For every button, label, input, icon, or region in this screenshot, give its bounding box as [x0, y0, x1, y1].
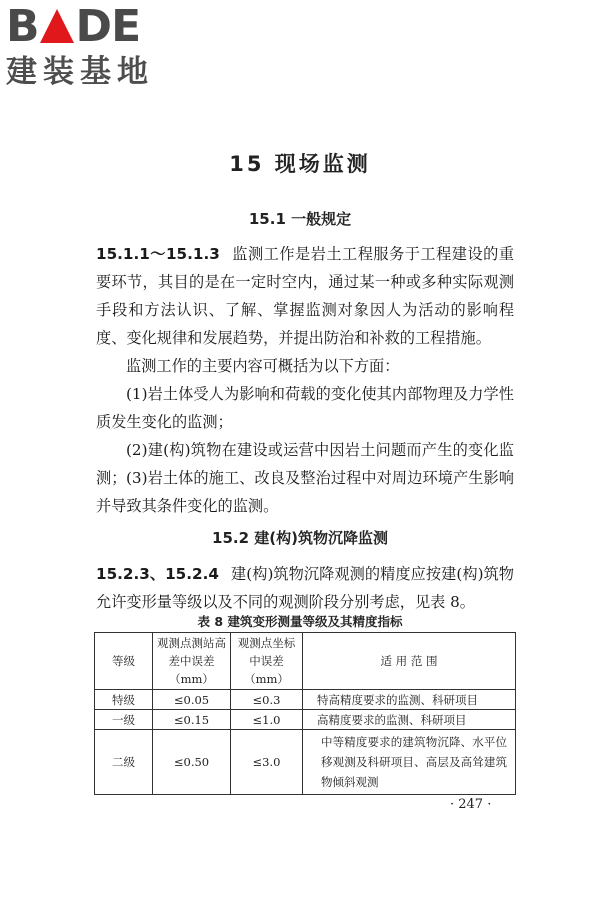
header-scope: 适 用 范 围 [303, 633, 516, 690]
paragraph-item-1: (1)岩土体受人为影响和荷载的变化使其内部物理及力学性质发生变化的监测； [96, 385, 514, 431]
precision-table [94, 632, 516, 795]
section-title-15-2: 15.2 建(构)筑物沉降监测 [212, 529, 388, 547]
logo-letter-e: E [111, 1, 141, 52]
paragraph-text: 监测工作是岩土工程服务于工程建设的重要环节，其目的是在一定时空内，通过某一种或多种实际观测手段和方法认识、了解、掌握监测对象因人为活动的影响程度、变化规律和发展趋势，并提出防治和补救的工程措施。 [96, 245, 515, 347]
cell-height-error: ≤0.15 [153, 710, 231, 730]
table-caption: 表 8 建筑变形测量等级及其精度指标 [197, 614, 403, 629]
logo-triangle-a-icon [40, 9, 74, 43]
clause-number: 15.2.3、15.2.4 [96, 565, 219, 583]
table-row [95, 710, 516, 730]
header-coordinate-error: 观测点坐标中误差（mm） [231, 633, 303, 690]
table-row [95, 690, 516, 710]
cell-grade: 一级 [95, 710, 153, 730]
table-header-row [95, 633, 516, 690]
cell-scope: 特高精度要求的监测、科研项目 [303, 690, 516, 710]
cell-coordinate-error: ≤1.0 [231, 710, 303, 730]
paragraph-settlement [96, 560, 514, 616]
logo-letter-b: B [6, 1, 39, 52]
paragraph-item-3: (3)岩土体的施工、改良及整治过程中对周边环境产生影响并导致其条件变化的监测。 [96, 469, 514, 515]
chapter-title: 15 现场监测 [229, 152, 371, 176]
cell-coordinate-error: ≤3.0 [231, 730, 303, 795]
paragraph-item-2: (2)建(构)筑物在建设或运营中因岩土问题而产生的变化监测； [96, 441, 514, 487]
cell-grade: 特级 [95, 690, 153, 710]
header-height-error: 观测点测站高差中误差（mm） [153, 633, 231, 690]
section-title-15-1: 15.1 一般规定 [248, 210, 352, 228]
paragraph-text: 建(构)筑物沉降观测的精度应按建(构)筑物允许变形量等级以及不同的观测阶段分别考虑，见表 8。 [96, 565, 514, 611]
paragraph-intro [96, 240, 514, 352]
page-number: · 247 · [450, 797, 492, 812]
logo [6, 1, 178, 90]
table-row [95, 730, 516, 795]
cell-height-error: ≤0.50 [153, 730, 231, 795]
logo-wordmark [6, 1, 178, 52]
logo-subtitle: 建装基地 [6, 54, 154, 90]
clause-number: 15.1.1～15.1.3 [96, 245, 220, 263]
cell-scope: 中等精度要求的建筑物沉降、水平位移观测及科研项目、高层及高耸建筑物倾斜观测 [303, 730, 516, 795]
logo-letter-d: D [75, 1, 112, 52]
header-grade: 等级 [95, 633, 153, 690]
cell-scope: 高精度要求的监测、科研项目 [303, 710, 516, 730]
cell-grade: 二级 [95, 730, 153, 795]
cell-coordinate-error: ≤0.3 [231, 690, 303, 710]
paragraph-main-contents: 监测工作的主要内容可概括为以下方面： [126, 357, 400, 375]
cell-height-error: ≤0.05 [153, 690, 231, 710]
